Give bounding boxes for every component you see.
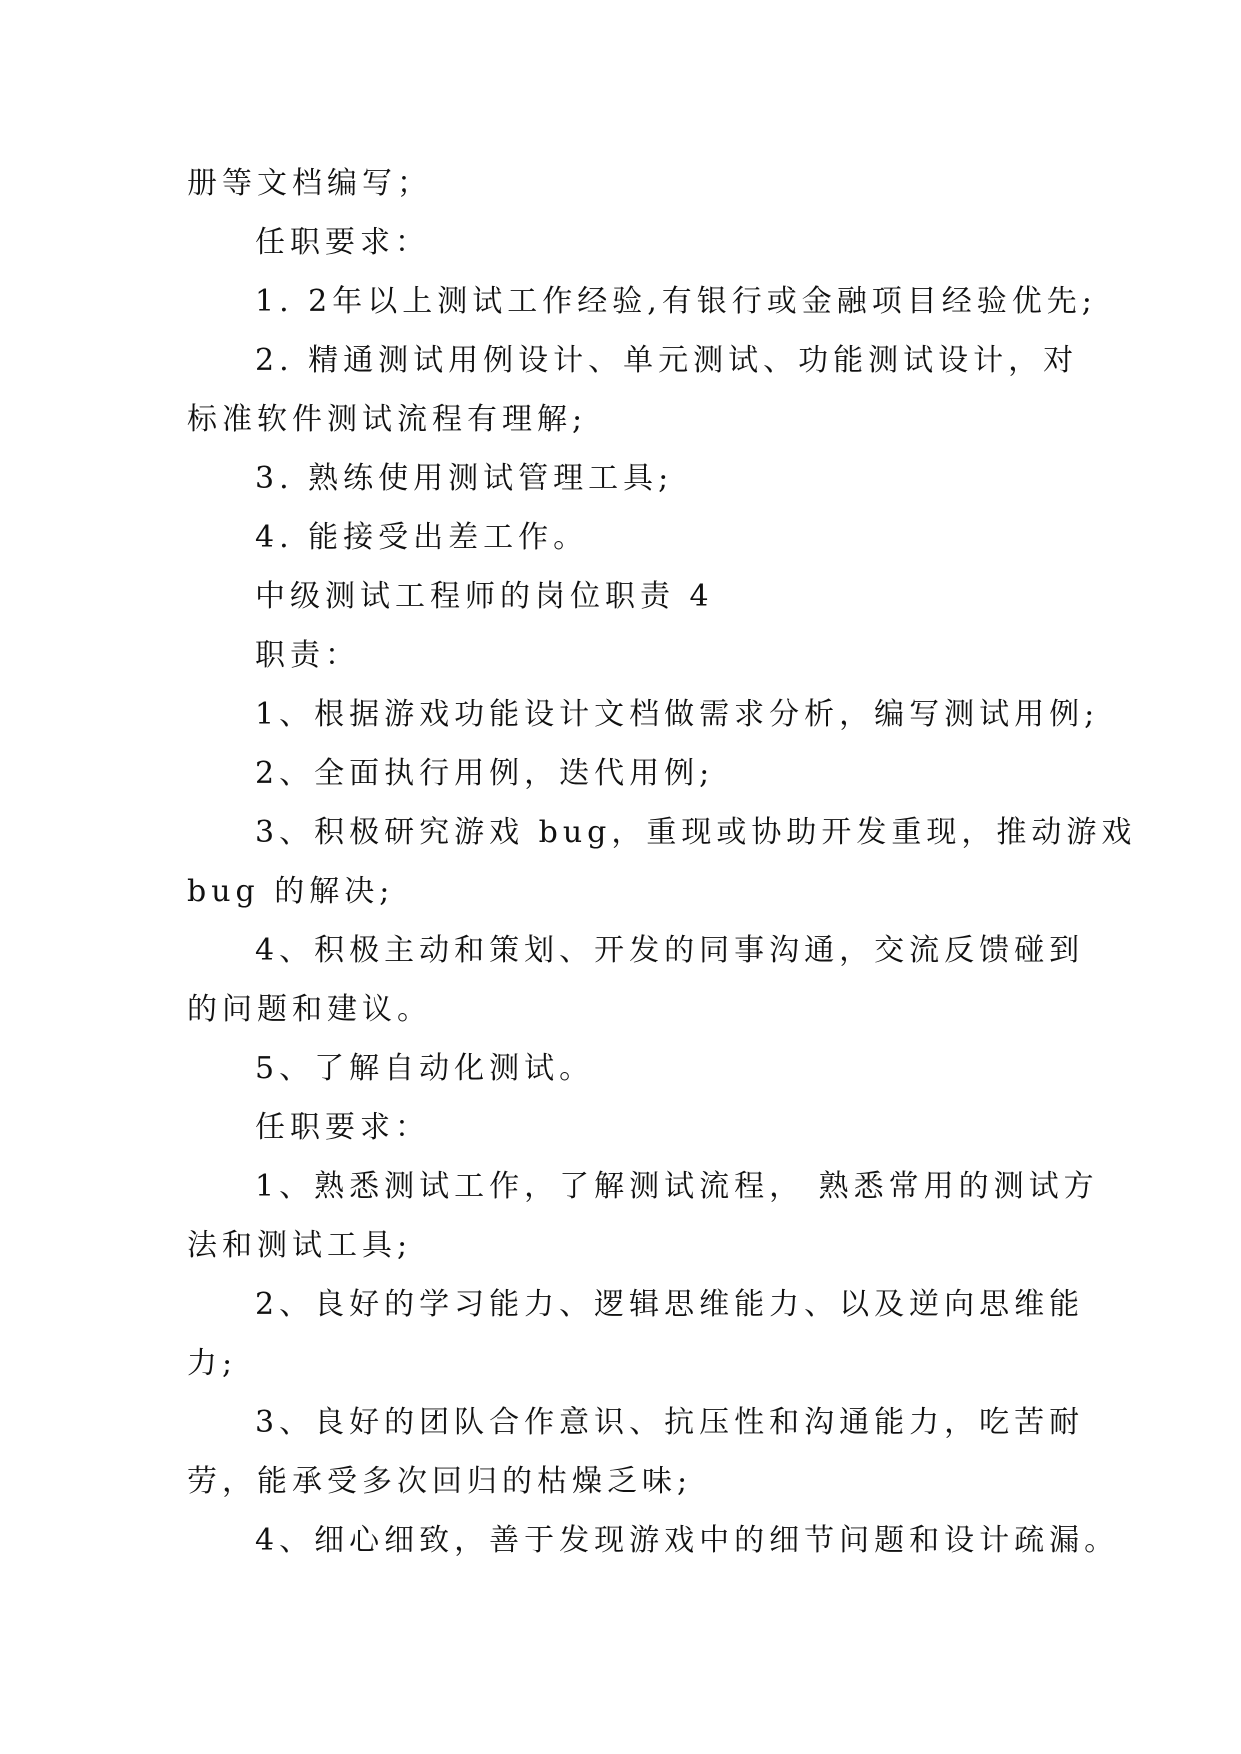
text-line: 5、了解自动化测试。 [255,1051,595,1086]
text-line: 3、积极研究游戏 bug，重现或协助开发重现，推动游戏 [255,815,1137,850]
text-line: 2、良好的学习能力、逻辑思维能力、以及逆向思维能 [255,1287,1085,1322]
section-heading: 中级测试工程师的岗位职责 4 [255,579,714,614]
text-line: 2、全面执行用例，迭代用例; [255,756,715,791]
text-line: 1、根据游戏功能设计文档做需求分析，编写测试用例; [255,697,1100,732]
text-line: 法和测试工具; [187,1228,413,1263]
text-line: 职责： [255,638,360,673]
text-line: 3、良好的团队合作意识、抗压性和沟通能力，吃苦耐 [255,1405,1085,1440]
text-line: 册等文档编写； [187,166,432,201]
text-line: 力; [187,1346,238,1381]
text-line: 3. 熟练使用测试管理工具; [255,461,674,496]
text-line: bug 的解决; [187,874,395,909]
text-line: 1. 2年以上测试工作经验,有银行或金融项目经验优先; [255,284,1097,319]
text-line: 劳，能承受多次回归的枯燥乏味; [187,1464,693,1499]
text-line: 1、熟悉测试工作，了解测试流程， 熟悉常用的测试方 [255,1169,1099,1204]
text-line: 2. 精通测试用例设计、单元测试、功能测试设计，对 [255,343,1079,378]
text-line: 4. 能接受出差工作。 [255,520,589,555]
text-line: 4、积极主动和策划、开发的同事沟通，交流反馈碰到 [255,933,1085,968]
text-line: 4、细心细致，善于发现游戏中的细节问题和设计疏漏。 [255,1523,1120,1558]
text-line: 标准软件测试流程有理解; [187,402,588,437]
text-line: 任职要求： [255,225,430,260]
text-line: 任职要求： [255,1110,430,1145]
text-line: 的问题和建议。 [187,992,432,1027]
